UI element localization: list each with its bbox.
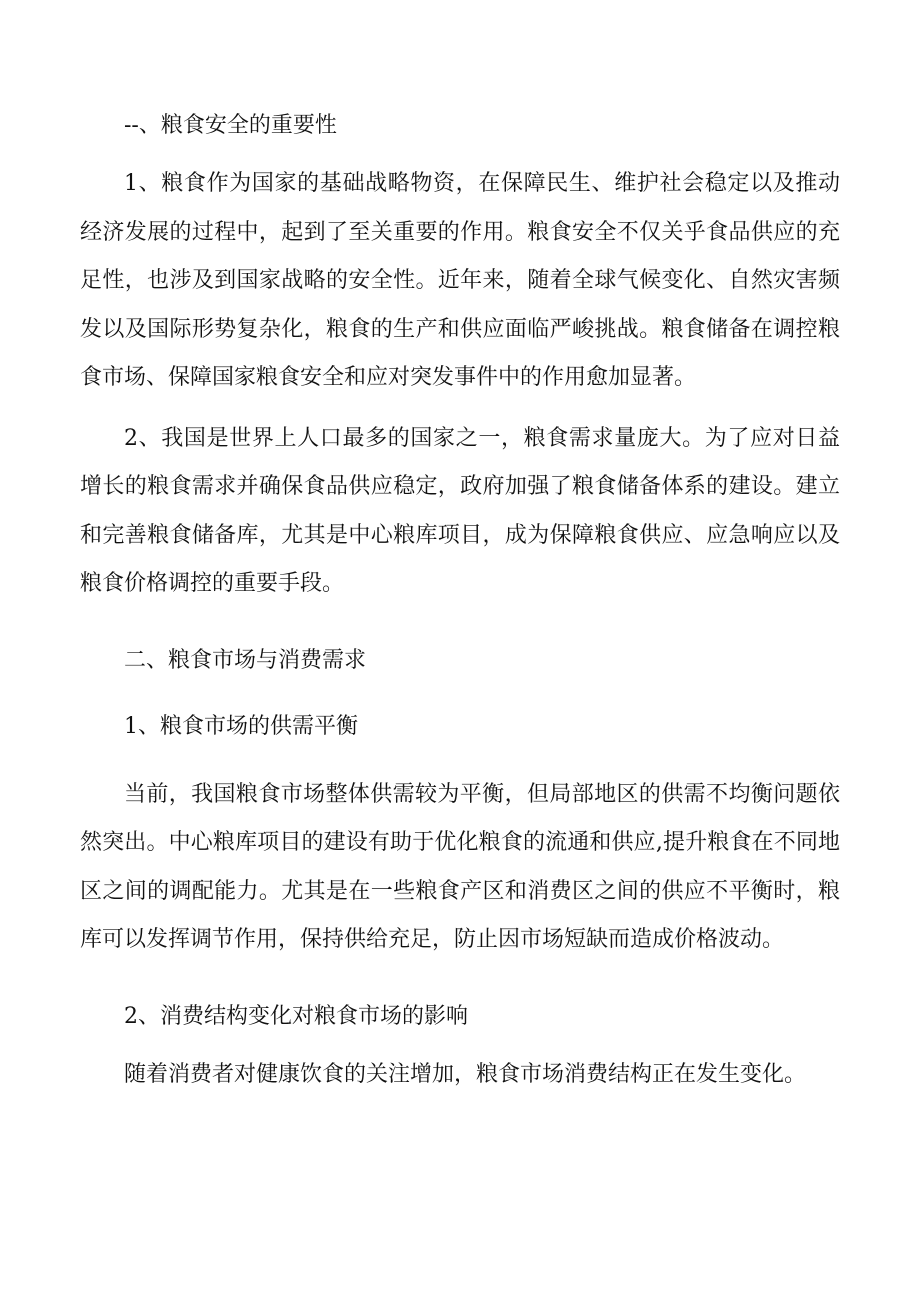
section-heading-1: --、粮食安全的重要性 [124, 113, 337, 138]
spacer [80, 403, 840, 415]
paragraph-1: 1、粮食作为国家的基础战略物资，在保障民生、维护社会稳定以及推动经济发展的过程中，起到了至关重要的作用。粮食安全不仅关乎食品供应的充足性，也涉及到国家战略的安全性。近年来，随着全球气候变化、自然灾害频发以及国际形势复杂化，粮食的生产和供应面临严峻挑战。粮食储备在调控粮食市场、保障国家粮食安全和应对突发事件中的作用愈加显著。 [80, 171, 840, 390]
spacer [80, 749, 840, 771]
spacer [80, 148, 840, 160]
spacer [80, 609, 840, 639]
subsection-heading-1: 1、粮食市场的供需平衡 [124, 713, 358, 739]
document-page [80, 104, 840, 1099]
paragraph-4: 随着消费者对健康饮食的关注增加，粮食市场消费结构正在发生变化。 [124, 1061, 807, 1087]
paragraph-2: 2、我国是世界上人口最多的国家之一，粮食需求量庞大。为了应对日益增长的粮食需求并确保食品供应稳定，政府加强了粮食储备体系的建设。建立和完善粮食储备库，尤其是中心粮库项目，成为保障粮食供应、应急响应以及粮食价格调控的重要手段。 [80, 425, 840, 596]
subsection-heading-2: 2、消费结构变化对粮食市场的影响 [124, 1003, 468, 1029]
spacer [80, 1039, 840, 1051]
section-heading-2: 二、粮食市场与消费需求 [124, 647, 367, 673]
paragraph-3: 当前，我国粮食市场整体供需较为平衡，但局部地区的供需不均衡问题依然突出。中心粮库项目的建设有助于优化粮食的流通和供应,提升粮食在不同地区之间的调配能力。尤其是在一些粮食产区和消费区之间的供应不平衡时，粮库可以发挥调节作用，保持供给充足，防止因市场短缺而造成价格波动。 [80, 781, 840, 952]
spacer [80, 965, 840, 995]
spacer [80, 683, 840, 705]
